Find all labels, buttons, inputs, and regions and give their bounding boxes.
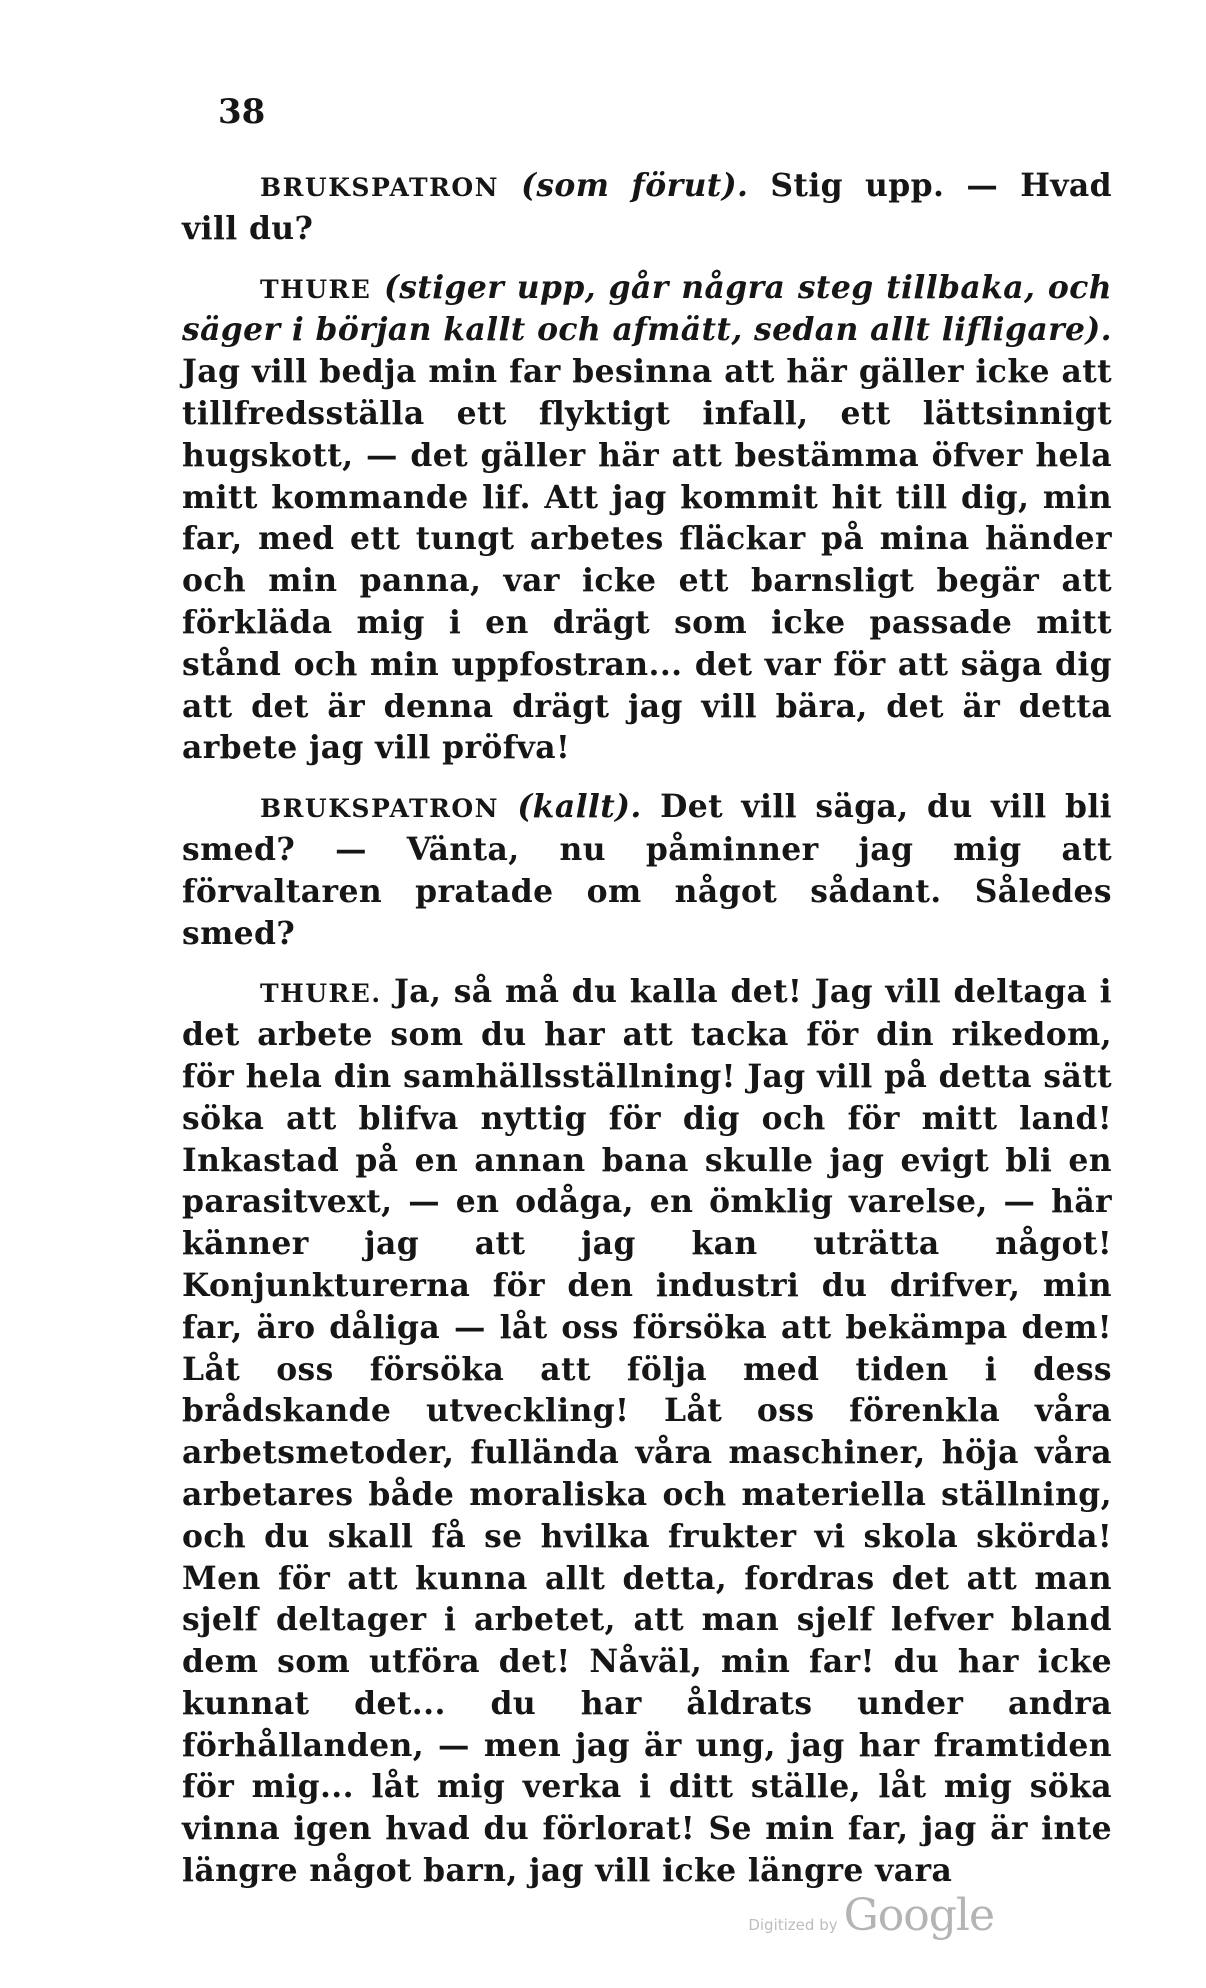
play-text (182, 166, 1112, 1893)
dialogue-text: Det vill säga, du vill bli smed? — Vänta, nu påminner jag mig att förvaltaren pratade om något sådant. Således smed? (182, 789, 1112, 952)
speaker-name: BRUKSPATRON (260, 173, 500, 202)
speaker-name: BRUKSPATRON (260, 794, 500, 824)
dialogue-paragraph (182, 972, 1112, 1893)
stage-direction: (kallt). (517, 789, 642, 826)
stage-direction: (stiger upp, går några steg tillbaka, och säger i början kallt och afmätt, sedan allt lifligare). (182, 269, 1112, 349)
dialogue-paragraph (182, 787, 1112, 955)
watermark-prefix: Digitized by (748, 1916, 838, 1934)
dialogue-text: Jag vill bedja min far besinna att här gäller icke att tillfredsställa ett flyktigt infall, ett lättsinnigt hugskott, — det gäller här att bestämma öfver hela mitt kommande lif. Att jag kommit hit till dig, min far, med ett tungt arbetes fläckar på mina händer och min panna, var icke ett barnsligt begär att förkläda mig i en drägt som icke passade mitt stånd och min uppfostran... det var för att säga dig att det är denna drägt jag vill bära, det är detta arbete jag vill pröfva! (182, 354, 1112, 767)
dialogue-text: Ja, så må du kalla det! Jag vill deltaga i det arbete som du har att tacka för din rikedom, för hela din samhällsställning! Jag vill på detta sätt söka att blifva nyttig för dig och för mitt land! Inkastad på en annan bana skulle jag evigt bli en parasitvext, — en odåga, en ömklig varelse, — här känner jag att jag kan uträtta något! Konjunkturerna för den industri du drifver, min far, äro dåliga — låt oss försöka att bekämpa dem! Låt oss försöka att följa med tiden i dess brådskande utveckling! Låt oss förenkla våra arbetsmetoder, fulländа våra maschiner, höja våra arbetares både moraliska och materiella ställning, och du skall få se hvilka frukter vi skola skörda! Men för att kunna allt detta, fordras det att man sjelf deltager i arbetet, att man sjelf lefver bland dem som utföra det! Nåväl, min far! du har icke kunnat det... du har åldrats under andra förhållanden, — men jag är ung, jag har framtiden för mig... låt mig verka i ditt ställe, låt mig söka vinna igen hvad du förlorat! Se min far, jag är inte längre något barn, jag vill icke längre vara (182, 974, 1112, 1890)
dialogue-paragraph (182, 166, 1112, 251)
speaker-name: THURE (260, 274, 372, 304)
google-logo: Google (843, 1890, 994, 1941)
dialogue-paragraph (182, 268, 1112, 771)
digitized-watermark (748, 1890, 994, 1941)
dialogue-text: Stig upp. — Hvad vill du? (182, 168, 1112, 247)
page-number: 38 (218, 92, 266, 132)
stage-direction: (som förut). (521, 168, 749, 204)
speaker-name: THURE. (260, 979, 382, 1009)
